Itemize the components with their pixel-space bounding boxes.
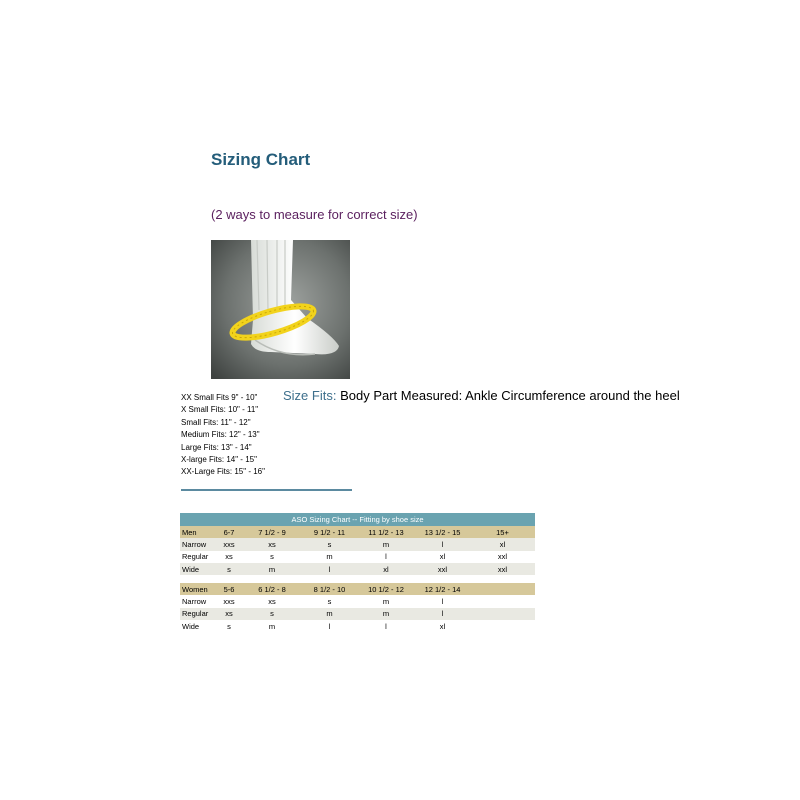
table-header-cell: 15+ — [470, 526, 535, 538]
table-cell: l — [357, 620, 415, 632]
table-cell: xxs — [216, 595, 242, 607]
table-header-cell: 10 1/2 - 12 — [357, 583, 415, 595]
table-header-cell: Women — [180, 583, 216, 595]
table-row — [180, 563, 535, 575]
table-header-cell — [470, 583, 535, 595]
table-header-cell: Men — [180, 526, 216, 538]
table-caption: ASO Sizing Chart -- Fitting by shoe size — [180, 513, 535, 526]
table-cell: m — [242, 563, 302, 575]
table-header-cell: 8 1/2 - 10 — [302, 583, 357, 595]
table-cell: Regular — [180, 551, 216, 563]
table-cell: l — [415, 538, 470, 550]
table-cell: s — [242, 608, 302, 620]
table-cell: Regular — [180, 608, 216, 620]
size-fits-text: Body Part Measured: Ankle Circumference around the heel — [336, 388, 680, 403]
table-cell: xs — [216, 551, 242, 563]
table-cell: l — [357, 551, 415, 563]
table-cell — [470, 620, 535, 632]
table-cell: s — [242, 551, 302, 563]
table-cell: l — [415, 608, 470, 620]
table-cell: Wide — [180, 563, 216, 575]
table-cell: m — [302, 608, 357, 620]
men-header-row — [180, 526, 535, 538]
table-cell: s — [302, 595, 357, 607]
size-item: Large Fits: 13" - 14" — [181, 442, 252, 452]
table-cell: l — [302, 563, 357, 575]
table-cell: xs — [242, 538, 302, 550]
table-cell: xs — [216, 608, 242, 620]
table-cell: m — [357, 595, 415, 607]
table-row — [180, 538, 535, 550]
table-header-cell: 11 1/2 - 13 — [357, 526, 415, 538]
table-cell: xs — [242, 595, 302, 607]
page-title: Sizing Chart — [211, 150, 311, 169]
table-cell — [470, 595, 535, 607]
size-item: X Small Fits: 10" - 11" — [181, 405, 259, 415]
size-item: Small Fits: 11" - 12" — [181, 417, 251, 427]
table-cell: l — [415, 595, 470, 607]
sizing-table — [180, 513, 535, 632]
table-cell: xl — [415, 551, 470, 563]
size-item: XX-Large Fits: 15" - 16" — [181, 467, 265, 477]
table-header-cell: 7 1/2 - 9 — [242, 526, 302, 538]
table-cell: xl — [357, 563, 415, 575]
table-cell: xxl — [415, 563, 470, 575]
size-list — [181, 392, 265, 479]
table-cell: l — [302, 620, 357, 632]
table-cell: m — [302, 551, 357, 563]
table-caption-row — [180, 513, 535, 526]
table-cell — [470, 608, 535, 620]
table-cell: s — [216, 563, 242, 575]
table-cell: m — [357, 538, 415, 550]
size-fits-label: Size Fits: — [283, 388, 337, 403]
table-cell: s — [302, 538, 357, 550]
table-cell: m — [242, 620, 302, 632]
table-row — [180, 620, 535, 632]
table-header-cell: 13 1/2 - 15 — [415, 526, 470, 538]
table-spacer — [180, 575, 535, 583]
size-item: XX Small Fits 9" - 10" — [181, 393, 258, 402]
table-cell: xl — [415, 620, 470, 632]
size-item: Medium Fits: 12" - 13" — [181, 430, 260, 440]
table-cell: xxs — [216, 538, 242, 550]
table-header-cell: 5-6 — [216, 583, 242, 595]
women-header-row — [180, 583, 535, 595]
ankle-measurement-photo — [211, 240, 350, 379]
table-cell: Narrow — [180, 538, 216, 550]
table-header-cell: 6-7 — [216, 526, 242, 538]
table-cell: m — [357, 608, 415, 620]
table-cell: xxl — [470, 563, 535, 575]
table-row — [180, 608, 535, 620]
table-header-cell: 9 1/2 - 11 — [302, 526, 357, 538]
size-fits-note — [283, 388, 680, 403]
table-cell: s — [216, 620, 242, 632]
table-cell: Narrow — [180, 595, 216, 607]
table-row — [180, 551, 535, 563]
table-row — [180, 595, 535, 607]
table-cell: Wide — [180, 620, 216, 632]
divider — [181, 489, 352, 491]
table-header-cell: 12 1/2 - 14 — [415, 583, 470, 595]
table-header-cell: 6 1/2 - 8 — [242, 583, 302, 595]
page-subtitle: (2 ways to measure for correct size) — [211, 207, 418, 222]
table-cell: xl — [470, 538, 535, 550]
table-cell: xxl — [470, 551, 535, 563]
size-item: X-large Fits: 14" - 15" — [181, 455, 257, 465]
